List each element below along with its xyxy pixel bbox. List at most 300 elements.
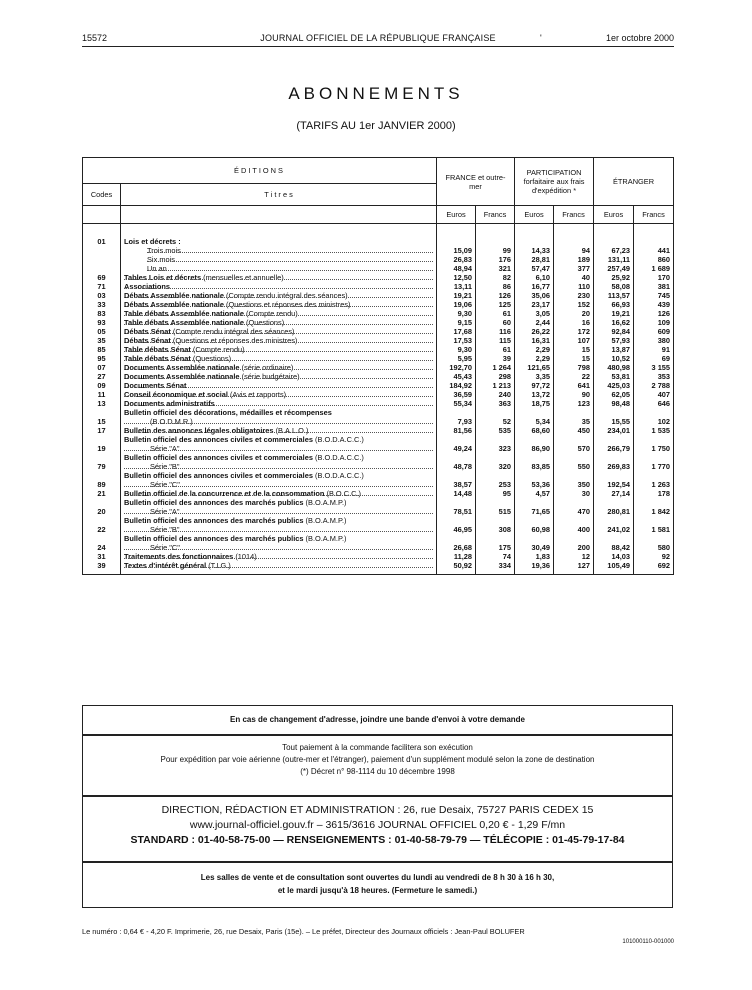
row-code: 22 xyxy=(83,516,121,534)
header-francs: Francs xyxy=(554,206,594,224)
cell-france-francs: 60 xyxy=(476,318,515,327)
payment-info xyxy=(82,735,673,796)
cell-participation-francs: 35 xyxy=(554,408,594,426)
cell-france-francs: 61 xyxy=(476,345,515,354)
row-title-sub: (série budgétaire) xyxy=(241,372,300,381)
row-code: 11 xyxy=(83,390,121,399)
row-title xyxy=(121,336,437,345)
cell-participation-euros: 2,29 xyxy=(515,345,554,354)
row-title-sub: (B.O.D.A.C.C.) xyxy=(315,453,364,462)
row-code: 85 xyxy=(83,345,121,354)
cell-participation-euros: 97,72 xyxy=(515,381,554,390)
cell-etranger-euros: 192,54 xyxy=(594,471,634,489)
cell-france-francs: 320 xyxy=(476,453,515,471)
row-code: 03 xyxy=(83,291,121,300)
row-title-sub: (B.O.A.M.P.) xyxy=(305,516,347,525)
dot-leader xyxy=(124,342,433,343)
row-title-sub: (Compte rendu) xyxy=(246,309,298,318)
cell-etranger-euros: 10,52 xyxy=(594,354,634,363)
header-editions: ÉDITIONS xyxy=(83,158,437,184)
cell-participation-euros: 83,85 xyxy=(515,453,554,471)
row-title xyxy=(121,552,437,561)
dot-leader xyxy=(124,495,433,496)
table-row xyxy=(83,345,674,354)
row-title xyxy=(121,318,437,327)
cell-etranger-euros: 480,98 xyxy=(594,363,634,372)
cell-participation-francs: 470 xyxy=(554,498,594,516)
opening-hours xyxy=(82,862,673,908)
row-title xyxy=(121,224,437,247)
cell-participation-euros: 2,44 xyxy=(515,318,554,327)
cell-etranger-euros: 266,79 xyxy=(594,435,634,453)
row-title-main: Un an xyxy=(147,264,167,273)
row-title-main: Documents administratifs xyxy=(124,399,215,408)
cell-participation-euros: 68,60 xyxy=(515,426,554,435)
table-row xyxy=(83,498,674,516)
dot-leader xyxy=(124,324,433,325)
row-title-main: Bulletin des annonces légales obligatoires xyxy=(124,426,274,435)
dot-leader xyxy=(124,288,433,289)
cell-participation-francs: 16 xyxy=(554,318,594,327)
cell-etranger-francs: 1 750 xyxy=(634,435,674,453)
cell-etranger-euros: 14,03 xyxy=(594,552,634,561)
tariff-table xyxy=(82,157,674,575)
row-title xyxy=(121,372,437,381)
cell-etranger-francs: 380 xyxy=(634,336,674,345)
cell-etranger-francs: 580 xyxy=(634,534,674,552)
cell-france-euros: 9,30 xyxy=(437,309,476,318)
cell-france-francs: 1 264 xyxy=(476,363,515,372)
cell-etranger-francs: 109 xyxy=(634,318,674,327)
cell-participation-francs: 641 xyxy=(554,381,594,390)
cell-participation-euros: 5,34 xyxy=(515,408,554,426)
row-title xyxy=(121,399,437,408)
table-row xyxy=(83,372,674,381)
row-title-main: Table débats Assemblée nationale xyxy=(124,318,244,327)
row-title-main: Lois et décrets : xyxy=(124,237,181,246)
table-row xyxy=(83,408,674,426)
cell-etranger-euros: 131,11 xyxy=(594,255,634,264)
hours-line-1: Les salles de vente et de consultation sont ouvertes du lundi au vendredi de 8 h 30 à 16 h 30, xyxy=(200,873,555,882)
table-row xyxy=(83,300,674,309)
row-title-main: Textes d'intérêt général xyxy=(124,561,207,570)
dot-leader xyxy=(124,360,433,361)
footer-number: 101000110-001000 xyxy=(622,939,674,945)
cell-france-francs: 82 xyxy=(476,273,515,282)
cell-etranger-euros: 105,49 xyxy=(594,561,634,575)
cell-participation-euros: 23,17 xyxy=(515,300,554,309)
header-titres: T i t r e s xyxy=(121,184,437,206)
row-title-main: Bulletin officiel des annonces des marchés publics xyxy=(124,516,304,525)
row-title-main: Bulletin officiel des annonces des marchés publics xyxy=(124,498,304,507)
cell-france-francs: 52 xyxy=(476,408,515,426)
row-code: 05 xyxy=(83,327,121,336)
table-row xyxy=(83,471,674,489)
cell-participation-euros: 14,33 xyxy=(515,246,554,255)
cell-participation-francs: 20 xyxy=(554,309,594,318)
cell-participation-francs: 152 xyxy=(554,300,594,309)
row-title xyxy=(121,489,437,498)
dot-leader xyxy=(147,261,433,262)
header-blank-code xyxy=(83,206,121,224)
cell-france-euros: 184,92 xyxy=(437,381,476,390)
row-code: 83 xyxy=(83,309,121,318)
dot-leader xyxy=(124,279,433,280)
cell-etranger-francs: 1 689 xyxy=(634,264,674,273)
cell-etranger-francs: 1 263 xyxy=(634,471,674,489)
cell-participation-euros xyxy=(515,224,554,247)
cell-etranger-euros: 19,21 xyxy=(594,309,634,318)
row-title-main: Bulletin officiel des annonces des marchés publics xyxy=(124,534,304,543)
row-title-main: Table débats Sénat xyxy=(124,345,191,354)
cell-participation-euros: 57,47 xyxy=(515,264,554,273)
row-title-sub: (série ordinaire) xyxy=(241,363,294,372)
direction-phones: STANDARD : 01-40-58-75-00 — RENSEIGNEMENTS : 01-40-58-79-79 — TÉLÉCOPIE : 01-45-79-17-84 xyxy=(130,834,625,846)
cell-participation-francs: 15 xyxy=(554,354,594,363)
row-title-sub: (B.O.A.M.P.) xyxy=(305,534,347,543)
cell-france-euros: 45,43 xyxy=(437,372,476,381)
page-number: 15572 xyxy=(82,33,108,43)
journal-title: JOURNAL OFFICIEL DE LA RÉPUBLIQUE FRANÇAISE xyxy=(260,33,496,43)
row-title-main: Traitements des fonctionnaires xyxy=(124,552,234,561)
dot-leader xyxy=(124,450,433,451)
cell-participation-euros: 16,31 xyxy=(515,336,554,345)
cell-france-euros: 26,83 xyxy=(437,255,476,264)
cell-etranger-euros: 92,84 xyxy=(594,327,634,336)
row-title-line2: Série "A" xyxy=(150,444,180,453)
cell-participation-francs: 90 xyxy=(554,390,594,399)
cell-etranger-euros: 57,93 xyxy=(594,336,634,345)
dot-leader xyxy=(124,333,433,334)
cell-france-francs: 126 xyxy=(476,291,515,300)
cell-etranger-euros: 67,23 xyxy=(594,246,634,255)
row-title xyxy=(121,453,437,471)
header-etranger: ÉTRANGER xyxy=(594,158,674,206)
cell-france-euros: 78,51 xyxy=(437,498,476,516)
tariff-rows xyxy=(83,224,674,575)
row-title xyxy=(121,408,437,426)
dot-leader xyxy=(124,513,433,514)
cell-participation-francs: 94 xyxy=(554,246,594,255)
row-code: 07 xyxy=(83,363,121,372)
row-code: 33 xyxy=(83,300,121,309)
row-code: 01 xyxy=(83,224,121,247)
cell-france-euros: 48,94 xyxy=(437,264,476,273)
table-row xyxy=(83,534,674,552)
table-row xyxy=(83,426,674,435)
direction-block xyxy=(82,796,673,862)
row-title-sub: (Questions et réponses des ministres) xyxy=(226,300,351,309)
cell-france-euros: 5,95 xyxy=(437,354,476,363)
cell-france-francs: 115 xyxy=(476,336,515,345)
cell-france-francs: 176 xyxy=(476,255,515,264)
header-francs: Francs xyxy=(634,206,674,224)
running-head xyxy=(82,33,674,47)
row-title-sub: (B.A.L.O.) xyxy=(275,426,309,435)
cell-etranger-euros: 66,93 xyxy=(594,300,634,309)
row-title-main: Débats Sénat xyxy=(124,336,171,345)
cell-france-francs: 1 213 xyxy=(476,381,515,390)
cell-etranger-francs: 1 581 xyxy=(634,516,674,534)
row-title-main: Bulletin officiel des annonces civiles et commerciales xyxy=(124,435,313,444)
cell-participation-francs: 377 xyxy=(554,264,594,273)
row-title xyxy=(121,345,437,354)
address-change-notice: En cas de changement d'adresse, joindre une bande d'envoi à votre demande xyxy=(82,705,673,735)
row-code: 24 xyxy=(83,534,121,552)
cell-etranger-euros: 113,57 xyxy=(594,291,634,300)
cell-etranger-euros: 27,14 xyxy=(594,489,634,498)
dot-leader xyxy=(124,378,433,379)
table-row xyxy=(83,273,674,282)
row-code: 31 xyxy=(83,552,121,561)
cell-participation-euros: 86,90 xyxy=(515,435,554,453)
table-row xyxy=(83,399,674,408)
cell-participation-euros: 3,35 xyxy=(515,372,554,381)
row-title-sub: (Compte rendu intégral des séances) xyxy=(172,327,295,336)
row-code: 20 xyxy=(83,498,121,516)
table-row xyxy=(83,390,674,399)
header-euros: Euros xyxy=(594,206,634,224)
table-row xyxy=(83,282,674,291)
cell-participation-francs: 12 xyxy=(554,552,594,561)
row-title xyxy=(121,516,437,534)
cell-participation-francs: 189 xyxy=(554,255,594,264)
cell-participation-francs: 230 xyxy=(554,291,594,300)
cell-etranger-francs: 170 xyxy=(634,273,674,282)
cell-france-euros: 9,30 xyxy=(437,345,476,354)
cell-participation-francs: 15 xyxy=(554,345,594,354)
cell-france-francs: 125 xyxy=(476,300,515,309)
cell-etranger-francs: 860 xyxy=(634,255,674,264)
row-title xyxy=(121,291,437,300)
dot-leader xyxy=(147,252,433,253)
row-title xyxy=(121,561,437,575)
page-subtitle: (TARIFS AU 1er JANVIER 2000) xyxy=(296,120,456,132)
row-code: 35 xyxy=(83,336,121,345)
cell-etranger-euros: 25,92 xyxy=(594,273,634,282)
cell-france-francs: 298 xyxy=(476,372,515,381)
cell-etranger-francs: 178 xyxy=(634,489,674,498)
row-title xyxy=(121,471,437,489)
row-title-main: Bulletin officiel des décorations, médailles et récompenses xyxy=(124,408,332,417)
cell-france-francs: 95 xyxy=(476,489,515,498)
cell-participation-francs: 450 xyxy=(554,426,594,435)
cell-participation-euros: 1,83 xyxy=(515,552,554,561)
row-title-main: Débats Assemblée nationale xyxy=(124,291,224,300)
row-title-main: Bulletin officiel des annonces civiles et commerciales xyxy=(124,471,313,480)
cell-participation-francs xyxy=(554,224,594,247)
row-title xyxy=(121,309,437,318)
row-title xyxy=(121,327,437,336)
cell-participation-francs: 570 xyxy=(554,435,594,453)
cell-etranger-francs: 91 xyxy=(634,345,674,354)
table-row xyxy=(83,552,674,561)
cell-etranger-francs: 381 xyxy=(634,282,674,291)
cell-france-euros: 38,57 xyxy=(437,471,476,489)
header-euros: Euros xyxy=(437,206,476,224)
row-title xyxy=(121,300,437,309)
cell-participation-euros: 53,36 xyxy=(515,471,554,489)
cell-participation-euros: 71,65 xyxy=(515,498,554,516)
row-title xyxy=(121,498,437,516)
cell-france-euros: 17,53 xyxy=(437,336,476,345)
row-title-main: Table débats Assemblée nationale xyxy=(124,309,244,318)
dot-leader xyxy=(124,486,433,487)
cell-france-francs: 515 xyxy=(476,498,515,516)
page-footer xyxy=(82,927,674,945)
cell-participation-euros: 26,22 xyxy=(515,327,554,336)
cell-france-euros: 49,24 xyxy=(437,435,476,453)
cell-france-euros: 15,09 xyxy=(437,246,476,255)
row-code: 79 xyxy=(83,453,121,471)
row-title-main: Table débats Sénat xyxy=(124,354,191,363)
cell-participation-francs: 200 xyxy=(554,534,594,552)
cell-participation-euros: 60,98 xyxy=(515,516,554,534)
row-title xyxy=(121,381,437,390)
row-title-line2: Série "B" xyxy=(150,462,180,471)
direction-address: DIRECTION, RÉDACTION ET ADMINISTRATION : 26, rue Desaix, 75727 PARIS CEDEX 15 xyxy=(161,804,594,816)
cell-etranger-francs: 441 xyxy=(634,246,674,255)
cell-etranger-euros: 88,42 xyxy=(594,534,634,552)
header-blank-title xyxy=(121,206,437,224)
cell-etranger-euros: 58,08 xyxy=(594,282,634,291)
cell-france-francs: 323 xyxy=(476,435,515,453)
cell-etranger-francs: 69 xyxy=(634,354,674,363)
table-row xyxy=(83,489,674,498)
table-row xyxy=(83,255,674,264)
dot-leader xyxy=(124,432,433,433)
cell-participation-francs: 30 xyxy=(554,489,594,498)
row-title xyxy=(121,390,437,399)
cell-etranger-francs: 407 xyxy=(634,390,674,399)
row-code xyxy=(83,246,121,255)
dot-leader xyxy=(124,567,433,568)
cell-france-euros: 81,56 xyxy=(437,426,476,435)
row-title-main: Documents Assemblée nationale xyxy=(124,363,240,372)
cell-etranger-francs: 353 xyxy=(634,372,674,381)
table-row xyxy=(83,435,674,453)
cell-etranger-francs: 692 xyxy=(634,561,674,575)
row-title xyxy=(121,363,437,372)
cell-etranger-euros xyxy=(594,224,634,247)
cell-participation-francs: 22 xyxy=(554,372,594,381)
cell-etranger-euros: 234,01 xyxy=(594,426,634,435)
cell-france-euros: 12,50 xyxy=(437,273,476,282)
row-code: 71 xyxy=(83,282,121,291)
cell-etranger-francs: 102 xyxy=(634,408,674,426)
row-title-sub: (T.I.G.) xyxy=(208,561,231,570)
cell-france-francs: 39 xyxy=(476,354,515,363)
table-row xyxy=(83,318,674,327)
dot-leader xyxy=(124,315,433,316)
row-code: 39 xyxy=(83,561,121,575)
dot-leader xyxy=(124,531,433,532)
payment-line-1: Tout paiement à la commande facilitera son exécution xyxy=(282,743,473,752)
row-title-sub: (mensuelles et annuelle) xyxy=(203,273,284,282)
cell-france-euros: 13,11 xyxy=(437,282,476,291)
row-code: 69 xyxy=(83,273,121,282)
cell-france-euros: 26,68 xyxy=(437,534,476,552)
cell-france-francs: 116 xyxy=(476,327,515,336)
hours-line-2: et le mardi jusqu'à 18 heures. (Fermeture le samedi.) xyxy=(277,886,478,895)
cell-participation-euros: 4,57 xyxy=(515,489,554,498)
dot-leader xyxy=(124,387,433,388)
cell-france-euros: 50,92 xyxy=(437,561,476,575)
cell-etranger-euros: 15,55 xyxy=(594,408,634,426)
cell-france-euros: 17,68 xyxy=(437,327,476,336)
table-row xyxy=(83,561,674,575)
row-title-main: Documents Assemblée nationale xyxy=(124,372,240,381)
dot-leader xyxy=(124,351,433,352)
cell-etranger-francs: 92 xyxy=(634,552,674,561)
cell-participation-francs: 40 xyxy=(554,273,594,282)
cell-france-euros: 36,59 xyxy=(437,390,476,399)
row-title-sub: (Compte rendu) xyxy=(192,345,245,354)
row-title-sub: (B.O.A.M.P.) xyxy=(305,498,347,507)
row-title-main: Documents Sénat xyxy=(124,381,187,390)
row-code: 19 xyxy=(83,435,121,453)
cell-participation-francs: 127 xyxy=(554,561,594,575)
row-title-sub: (1014) xyxy=(235,552,257,561)
cell-participation-francs: 550 xyxy=(554,453,594,471)
row-code: 93 xyxy=(83,318,121,327)
dot-leader xyxy=(124,369,433,370)
cell-participation-francs: 172 xyxy=(554,327,594,336)
dot-leader xyxy=(124,297,433,298)
cell-france-francs: 61 xyxy=(476,309,515,318)
header-france: FRANCE et outre-mer xyxy=(437,158,515,206)
cell-france-francs: 334 xyxy=(476,561,515,575)
cell-etranger-euros: 257,49 xyxy=(594,264,634,273)
cell-etranger-euros: 269,83 xyxy=(594,453,634,471)
cell-france-francs: 253 xyxy=(476,471,515,489)
cell-france-euros xyxy=(437,224,476,247)
cell-france-francs xyxy=(476,224,515,247)
cell-france-francs: 308 xyxy=(476,516,515,534)
row-title xyxy=(121,426,437,435)
cell-france-euros: 192,70 xyxy=(437,363,476,372)
cell-etranger-francs: 126 xyxy=(634,309,674,318)
cell-france-francs: 240 xyxy=(476,390,515,399)
row-title-line2: (B.O.D.M.R.) xyxy=(150,417,193,426)
cell-etranger-euros: 53,81 xyxy=(594,372,634,381)
row-title-sub: (Questions) xyxy=(192,354,232,363)
row-code: 95 xyxy=(83,354,121,363)
row-code: 17 xyxy=(83,426,121,435)
cell-france-euros: 9,15 xyxy=(437,318,476,327)
row-title-main: Bulletin officiel de la concurrence et de la consommation xyxy=(124,489,325,498)
cell-france-euros: 11,28 xyxy=(437,552,476,561)
cell-france-francs: 99 xyxy=(476,246,515,255)
cell-participation-francs: 110 xyxy=(554,282,594,291)
cell-france-francs: 175 xyxy=(476,534,515,552)
cell-france-francs: 363 xyxy=(476,399,515,408)
stray-mark: ' xyxy=(540,33,542,43)
row-code: 09 xyxy=(83,381,121,390)
row-title-sub: (B.O.C.C.) xyxy=(326,489,361,498)
table-row xyxy=(83,516,674,534)
cell-france-francs: 86 xyxy=(476,282,515,291)
row-code: 27 xyxy=(83,372,121,381)
row-title-sub: (Compte rendu intégral des séances) xyxy=(226,291,348,300)
cell-etranger-francs xyxy=(634,224,674,247)
row-title-sub: (B.O.D.A.C.C.) xyxy=(315,471,364,480)
header-codes: Codes xyxy=(83,184,121,206)
row-title-main: Débats Assemblée nationale xyxy=(124,300,224,309)
table-row xyxy=(83,381,674,390)
cell-france-euros: 7,93 xyxy=(437,408,476,426)
cell-participation-francs: 350 xyxy=(554,471,594,489)
